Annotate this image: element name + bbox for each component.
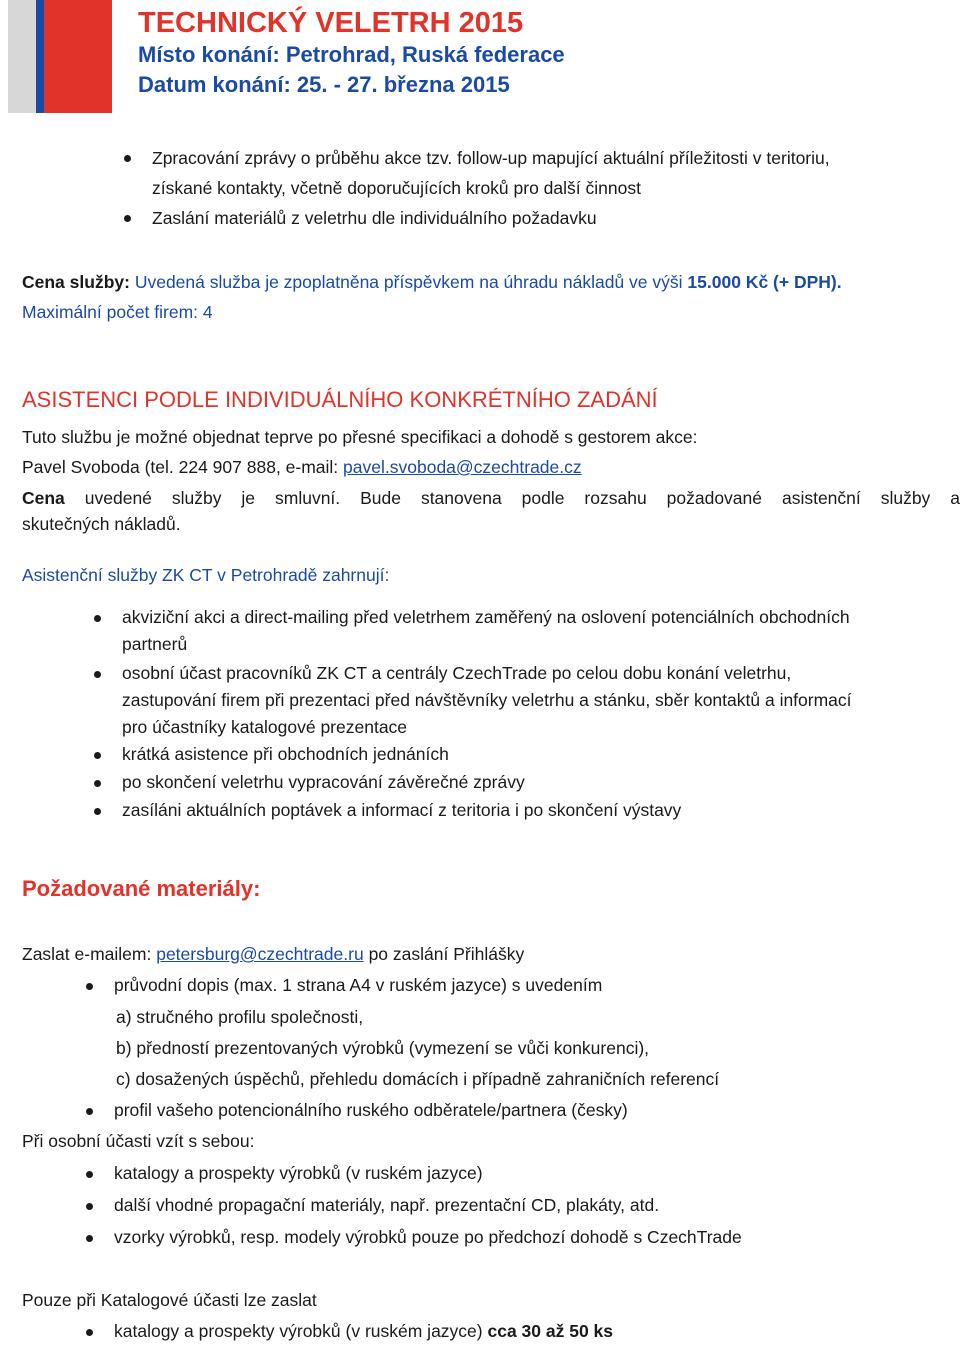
list-item-line: osobní účast pracovníků ZK CT a centrály CzechTrade po celou dobu konání veletrhu, [122,663,792,683]
price-line [22,269,842,296]
czech-flag-logo [8,0,112,113]
list-item: vzorky výrobků, resp. modely výrobků pouze po předchozí dohodě s CzechTrade [114,1227,742,1247]
flag-red-band [36,0,112,113]
bullet-icon [124,155,131,162]
contact-email-link[interactable]: pavel.svoboda@czechtrade.cz [343,457,582,477]
catalog-item-quantity: cca 30 až 50 ks [487,1321,614,1341]
event-title: TECHNICKÝ VELETRH 2015 [138,7,524,39]
bullet-icon [86,1108,93,1115]
bullet-icon [94,615,101,622]
section-heading-assistance: ASISTENCI PODLE INDIVIDUÁLNÍHO KONKRÉTNÍHO ZADÁNÍ [22,387,658,412]
list-item: katalogy a prospekty výrobků (v ruském jazyce) [114,1163,483,1183]
list-item-line: pro účastníky katalogové prezentace [122,717,408,737]
bullet-icon [86,983,93,990]
sub-item: c) dosažených úspěchů, přehledu domácích i případně zahraničních referencí [116,1069,720,1089]
list-item-line: Zpracování zprávy o průběhu akce tzv. follow-up mapující aktuální příležitosti v teritoriu, [152,148,830,168]
bullet-icon [94,671,101,678]
assist-price-line [22,485,960,512]
assist-price-text-2: Bude stanovena podle rozsahu požadované asistenční služby a [360,488,960,508]
send-email-link[interactable]: petersburg@czechtrade.ru [156,944,364,964]
section-heading-materials: Požadované materiály: [22,876,261,901]
list-item: krátká asistence při obchodních jednáních [122,744,449,764]
list-item-line: partnerů [122,634,188,654]
flag-white-band [8,0,36,113]
bullet-icon [86,1203,93,1210]
contact-line [22,454,582,481]
bullet-icon [94,780,101,787]
send-prefix: Zaslat e-mailem: [22,944,152,964]
sub-item: a) stručného profilu společnosti, [116,1007,364,1027]
assist-price-line2: skutečných nákladů. [22,514,181,534]
list-item: průvodní dopis (max. 1 strana A4 v ruském jazyce) s uvedením [114,975,603,995]
list-item [122,660,852,741]
list-item-line: akviziční akci a direct-mailing před veletrhem zaměřený na oslovení potenciálních obchodních [122,607,850,627]
bullet-icon [94,808,101,815]
list-item: další vhodné propagační materiály, např. prezentační CD, plakáty, atd. [114,1195,660,1215]
list-item-line: získané kontakty, včetně doporučujících kroků pro další činnost [152,178,641,198]
assist-price-label: Cena [22,488,65,508]
contact-prefix: Pavel Svoboda (tel. 224 907 888, e-mail: [22,457,339,477]
list-item [122,604,850,658]
list-item: zasíláni aktuálních poptávek a informací z teritoria i po skončení výstavy [122,800,682,820]
bullet-icon [86,1235,93,1242]
event-venue: Místo konání: Petrohrad, Ruská federace [138,42,565,67]
bullet-icon [124,215,131,222]
send-suffix: po zaslání Přihlášky [368,944,525,964]
max-firms: Maximální počet firem: 4 [22,302,213,322]
list-item: Zaslání materiálů z veletrhu dle individuálního požadavku [152,208,597,228]
catalog-heading: Pouze při Katalogové účasti lze zaslat [22,1290,317,1310]
bullet-icon [86,1329,93,1336]
personal-heading: Při osobní účasti vzít s sebou: [22,1131,255,1151]
sub-item: b) předností prezentovaných výrobků (vymezení se vůči konkurenci), [116,1038,650,1058]
bullet-icon [86,1171,93,1178]
list-item [114,1318,613,1345]
event-dates: Datum konání: 25. - 27. března 2015 [138,72,510,97]
flag-blue-band [36,0,44,113]
list-item: profil vašeho potencionálního ruského odběratele/partnera (česky) [114,1100,628,1120]
services-heading: Asistenční služby ZK CT v Petrohradě zahrnují: [22,565,390,585]
bullet-icon [94,752,101,759]
assist-intro: Tuto službu je možné objednat teprve po přesné specifikaci a dohodě s gestorem akce: [22,427,698,447]
list-item-line: zastupování firem při prezentaci před návštěvníky veletrhu a stánku, sběr kontaktů a informací [122,690,852,710]
price-label: Cena služby: [22,272,130,292]
price-text: Uvedená služba je zpoplatněna příspěvkem na úhradu nákladů ve výši [134,272,683,292]
price-amount: 15.000 Kč (+ DPH). [687,272,842,292]
list-item: po skončení veletrhu vypracování závěrečné zprávy [122,772,525,792]
page-header [138,6,565,100]
assist-price-text: uvedené služby je smluvní. [84,488,341,508]
catalog-item-text: katalogy a prospekty výrobků (v ruském jazyce) [114,1321,483,1341]
list-item [152,145,830,202]
send-line [22,941,524,968]
